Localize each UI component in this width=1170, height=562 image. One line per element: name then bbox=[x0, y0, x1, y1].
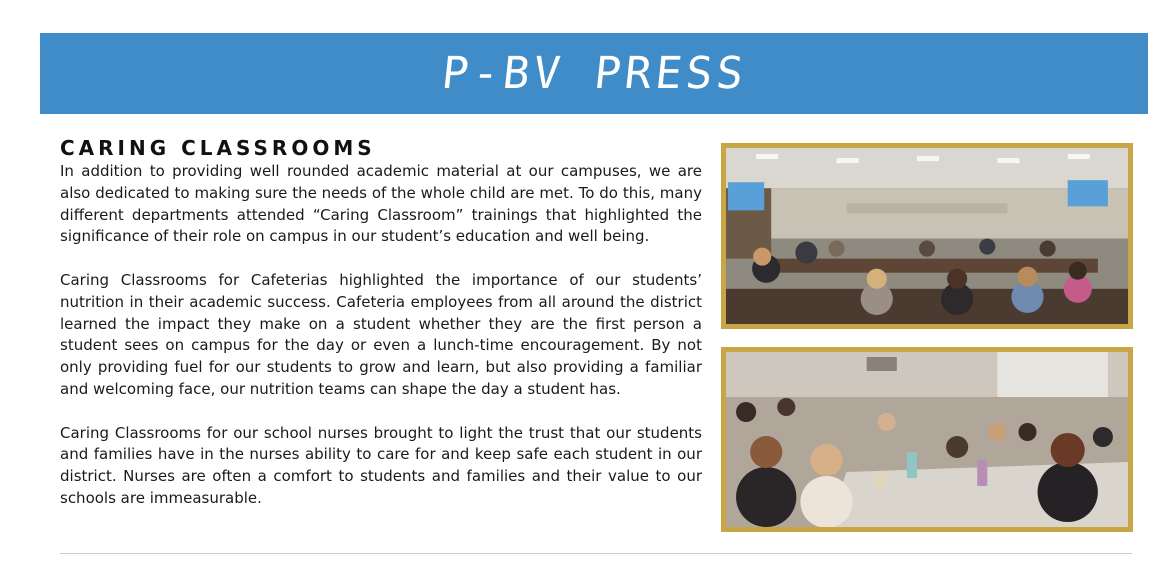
training-room-photo bbox=[721, 143, 1133, 329]
article-paragraph-1: In addition to providing well rounded academic material at our campuses, we are also dedicated to making sure the needs of the whole child are met. To do this, many different departments attended “Caring Classroom” trainings that highlighted the significance of their role on campus in our student’s education and well being. bbox=[60, 162, 702, 246]
newsletter-title: P-BV PRESS bbox=[438, 48, 750, 99]
nurses-table-image bbox=[726, 352, 1128, 527]
article-heading: CARING CLASSROOMS bbox=[60, 136, 376, 160]
article-paragraph-2: Caring Classrooms for Cafeterias highlighted the importance of our students’ nutrition in their academic success. Cafeteria employees from all around the district learned the impact they make on a student whether they are the first person a student sees on campus for the day or even a lunch-time encouragement. By not only providing fuel for our students to grow and learn, but also providing a familiar and welcoming face, our nutrition teams can shape the day a student has. bbox=[60, 270, 702, 398]
header-banner bbox=[40, 33, 1148, 114]
bottom-divider bbox=[60, 553, 1132, 554]
article bbox=[60, 136, 702, 510]
article-paragraph-3: Caring Classrooms for our school nurses brought to light the trust that our students and families have in the nurses ability to care for and keep safe each student in our district. Nurses are often a comfort to students and families and their value to our schools are immeasurable. bbox=[60, 423, 702, 507]
training-room-image bbox=[726, 148, 1128, 324]
nurses-table-photo bbox=[721, 347, 1133, 532]
